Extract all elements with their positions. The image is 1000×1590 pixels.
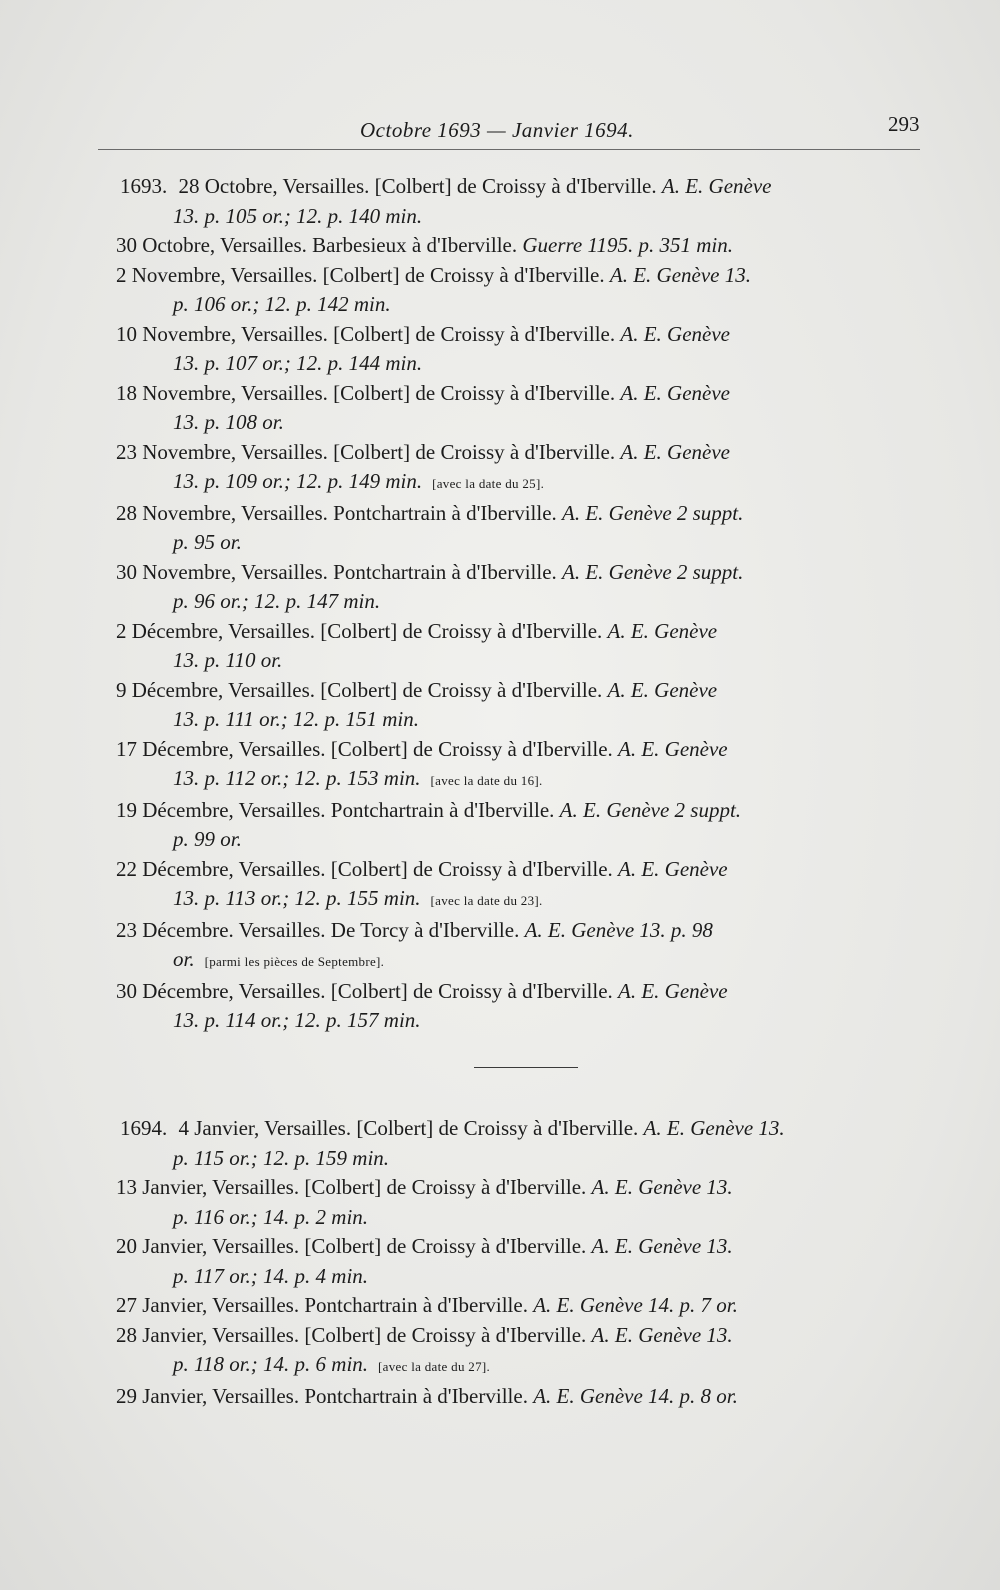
entry-note: [avec la date du 25]. <box>432 476 545 491</box>
entry-line <box>0 261 938 291</box>
entry-text: Barbesieux à d'Iberville. <box>312 233 518 257</box>
entry-text: [Colbert] de Croissy à d'Iberville. <box>320 618 603 643</box>
entry-continuation-line <box>0 884 1000 916</box>
list-item <box>0 1382 1000 1412</box>
list-item <box>0 1173 1000 1232</box>
entry-text: Pontchartrain à d'Iberville. <box>330 797 555 822</box>
entry-continuation: 13. p. 109 or.; 12. p. 149 min. <box>173 469 423 493</box>
entry-continuation: p. 106 or.; 12. p. 142 min. <box>173 292 391 316</box>
entry-line <box>0 1291 938 1321</box>
entry-text: [Colbert] de Croissy à d'Iberville. <box>304 1234 587 1258</box>
entry-continuation: p. 95 or. <box>173 530 242 554</box>
year-label: 1693. <box>120 174 168 198</box>
list-item <box>0 438 1000 499</box>
entry-date: 28 Janvier, Versailles. <box>116 1322 300 1347</box>
entry-continuation: 13. p. 112 or.; 12. p. 153 min. <box>173 766 421 790</box>
entry-text: De Torcy à d'Iberville. <box>330 917 520 942</box>
entry-continuation: 13. p. 111 or.; 12. p. 151 min. <box>173 707 419 731</box>
entry-text: [Colbert] de Croissy à d'Iberville. <box>356 1116 639 1140</box>
entry-continuation: p. 115 or.; 12. p. 159 min. <box>173 1145 390 1170</box>
entry-text: [Colbert] de Croissy à d'Iberville. <box>322 262 605 287</box>
entry-line <box>0 1114 938 1144</box>
entry-reference: A. E. Genève <box>620 439 730 464</box>
entry-date: 4 Janvier, Versailles. <box>178 1116 352 1140</box>
entry-line <box>0 558 938 588</box>
running-title: Octobre 1693 — Janvier 1694. <box>360 118 634 142</box>
entry-continuation-line <box>0 1262 1000 1292</box>
entry-reference: A. E. Genève 2 suppt. <box>559 797 742 822</box>
entry-continuation-line <box>0 1203 1000 1233</box>
entry-continuation: or. <box>173 947 195 971</box>
list-item <box>0 676 1000 735</box>
entry-line <box>0 1173 938 1203</box>
entry-date: 27 Janvier, Versailles. <box>116 1293 300 1317</box>
entry-line <box>0 1321 938 1351</box>
entry-reference: A. E. Genève 13. p. 98 <box>524 917 713 942</box>
entry-continuation-line <box>0 408 1000 438</box>
entry-reference: A. E. Genève <box>618 978 728 1003</box>
entry-date: 19 Décembre, Versailles. <box>116 797 326 822</box>
page-header <box>0 112 1000 146</box>
list-item <box>0 855 1000 916</box>
entry-text: [Colbert] de Croissy à d'Iberville. <box>333 439 616 464</box>
entry-continuation: 13. p. 108 or. <box>173 410 284 434</box>
entry-line <box>0 796 938 826</box>
entry-continuation-line <box>0 1350 1000 1382</box>
section-separator <box>474 1067 578 1068</box>
entry-line <box>0 855 938 885</box>
entry-reference: A. E. Genève 13. <box>609 262 751 287</box>
list-item <box>0 796 1000 855</box>
entry-text: Pontchartrain à d'Iberville. <box>304 1383 528 1408</box>
list-item <box>0 735 1000 796</box>
entry-continuation-line <box>0 349 1000 379</box>
entry-line <box>0 977 938 1007</box>
entry-reference: A. E. Genève 13. <box>643 1116 785 1140</box>
entry-date: 28 Octobre, Versailles. <box>178 174 370 198</box>
entry-reference: A. E. Genève <box>620 321 730 346</box>
entry-line <box>0 438 938 468</box>
entry-continuation-line <box>0 646 1000 676</box>
entry-date: 23 Décembre. Versailles. <box>116 917 326 942</box>
entry-note: [parmi les pièces de Septembre]. <box>204 954 385 969</box>
entry-reference: A. E. Genève 13. <box>591 1234 733 1258</box>
entry-text: Pontchartrain à d'Iberville. <box>333 500 557 525</box>
entry-date: 18 Novembre, Versailles. <box>116 380 328 405</box>
list-item <box>0 320 1000 379</box>
entry-line <box>0 320 938 350</box>
entry-continuation: 13. p. 107 or.; 12. p. 144 min. <box>173 351 423 375</box>
entry-reference: A. E. Genève 2 suppt. <box>562 559 744 584</box>
entry-continuation-line <box>0 1144 1000 1174</box>
entry-line <box>0 172 938 202</box>
entry-line <box>0 231 938 261</box>
list-item <box>0 1321 1000 1382</box>
entry-reference: A. E. Genève <box>607 677 718 702</box>
entry-line <box>0 1382 938 1412</box>
list-item <box>0 1114 1000 1173</box>
entry-line <box>0 676 938 706</box>
entry-line <box>0 916 938 946</box>
list-item <box>0 379 1000 438</box>
entry-text: Pontchartrain à d'Iberville. <box>333 559 557 584</box>
entry-continuation-line <box>0 290 1000 320</box>
entry-date: 23 Novembre, Versailles. <box>116 439 328 464</box>
entry-date: 17 Décembre, Versailles. <box>116 736 326 761</box>
entry-text: [Colbert] de Croissy à d'Iberville. <box>330 856 613 881</box>
entry-continuation: p. 99 or. <box>173 827 242 851</box>
entry-reference: Guerre 1195. p. 351 min. <box>522 233 733 257</box>
entry-date: 29 Janvier, Versailles. <box>116 1383 300 1408</box>
entry-date: 30 Octobre, Versailles. <box>116 233 307 257</box>
entry-continuation: p. 117 or.; 14. p. 4 min. <box>173 1263 369 1288</box>
list-item <box>0 1232 1000 1291</box>
entry-line <box>0 499 938 529</box>
list-item <box>0 261 1000 320</box>
entry-continuation: 13. p. 114 or.; 12. p. 157 min. <box>173 1008 421 1032</box>
entry-continuation: 13. p. 105 or.; 12. p. 140 min. <box>173 203 423 228</box>
year-label: 1694. <box>120 1116 168 1140</box>
entry-text: [Colbert] de Croissy à d'Iberville. <box>330 736 613 761</box>
entry-reference: A. E. Genève 2 suppt. <box>562 500 744 525</box>
entry-note: [avec la date du 16]. <box>430 773 543 788</box>
entry-date: 30 Novembre, Versailles. <box>116 559 328 584</box>
list-item <box>0 172 1000 231</box>
list-item <box>0 916 1000 977</box>
entry-continuation: 13. p. 113 or.; 12. p. 155 min. <box>173 886 421 910</box>
entry-line <box>0 379 938 409</box>
entry-date: 22 Décembre, Versailles. <box>116 856 326 881</box>
entry-continuation-line <box>0 587 1000 617</box>
entries-1693 <box>0 172 1000 1036</box>
entry-text: [Colbert] de Croissy à d'Iberville. <box>330 978 613 1003</box>
list-item <box>0 231 1000 261</box>
entry-continuation: p. 118 or.; 14. p. 6 min. <box>173 1352 369 1376</box>
entry-date: 2 Novembre, Versailles. <box>116 262 318 287</box>
entry-reference: A. E. Genève <box>618 856 728 881</box>
page-number: 293 <box>888 112 920 136</box>
entry-date: 13 Janvier, Versailles. <box>116 1175 300 1199</box>
entry-date: 28 Novembre, Versailles. <box>116 500 328 525</box>
entry-date: 10 Novembre, Versailles. <box>116 321 328 346</box>
entry-continuation-line <box>0 202 1000 232</box>
entry-continuation-line <box>0 1006 1000 1036</box>
entry-continuation-line <box>0 528 1000 558</box>
entry-date: 30 Décembre, Versailles. <box>116 978 326 1003</box>
list-item <box>0 558 1000 617</box>
entry-line <box>0 1232 938 1262</box>
entries-1694 <box>0 1114 1000 1411</box>
entry-reference: A. E. Genève 14. p. 8 or. <box>533 1383 738 1408</box>
entry-line <box>0 617 938 647</box>
entry-continuation: p. 96 or.; 12. p. 147 min. <box>173 589 381 613</box>
list-item <box>0 1291 1000 1321</box>
entry-continuation-line <box>0 705 1000 735</box>
entry-continuation-line <box>0 945 1000 977</box>
list-item <box>0 977 1000 1036</box>
entry-reference: A. E. Genève <box>661 174 772 198</box>
entry-text: [Colbert] de Croissy à d'Iberville. <box>304 1175 587 1199</box>
entry-reference: A. E. Genève <box>620 380 730 405</box>
entry-continuation-line <box>0 467 1000 499</box>
entry-continuation: 13. p. 110 or. <box>173 648 283 672</box>
entry-date: 9 Décembre, Versailles. <box>116 677 316 702</box>
entry-line <box>0 735 938 765</box>
entry-text: [Colbert] de Croissy à d'Iberville. <box>374 174 657 198</box>
entry-reference: A. E. Genève 13. <box>591 1322 733 1347</box>
entry-continuation-line <box>0 764 1000 796</box>
entry-continuation: p. 116 or.; 14. p. 2 min. <box>173 1204 369 1229</box>
entry-text: [Colbert] de Croissy à d'Iberville. <box>333 380 616 405</box>
entry-continuation-line <box>0 825 1000 855</box>
entry-note: [avec la date du 23]. <box>430 893 543 908</box>
entry-reference: A. E. Genève 14. p. 7 or. <box>533 1293 738 1317</box>
entry-note: [avec la date du 27]. <box>378 1359 491 1374</box>
entry-reference: A. E. Genève <box>618 736 728 761</box>
list-item <box>0 499 1000 558</box>
entry-reference: A. E. Genève <box>607 618 718 643</box>
entry-text: [Colbert] de Croissy à d'Iberville. <box>304 1322 587 1347</box>
entry-text: [Colbert] de Croissy à d'Iberville. <box>333 321 616 346</box>
entry-text: [Colbert] de Croissy à d'Iberville. <box>320 677 603 702</box>
list-item <box>0 617 1000 676</box>
header-rule <box>98 149 920 150</box>
entry-reference: A. E. Genève 13. <box>591 1175 733 1199</box>
entry-date: 2 Décembre, Versailles. <box>116 618 316 643</box>
entry-text: Pontchartrain à d'Iberville. <box>304 1293 528 1317</box>
entry-date: 20 Janvier, Versailles. <box>116 1234 300 1258</box>
